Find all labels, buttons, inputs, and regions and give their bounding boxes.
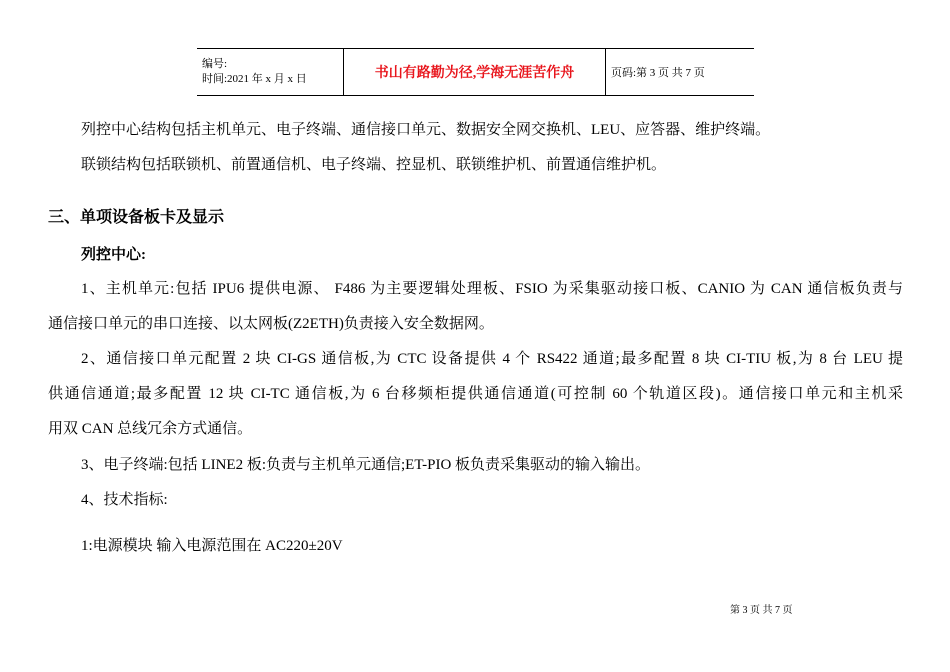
- item1-line1: 1、主机单元:包括 IPU6 提供电源、 F486 为主要逻辑处理板、FSIO 为采集驱动接口板、CANIO 为 CAN 通信板负责与: [81, 281, 903, 297]
- page-header: [197, 48, 754, 96]
- header-meta: [197, 49, 344, 96]
- item2-line2: 供通信通道;最多配置 12 块 CI-TC 通信板,为 6 台移频柜提供通信通道(可控制 60 个轨道区段)。通信接口单元和主机采: [48, 386, 903, 402]
- header-page-number: 页码:第 3 页 共 7 页: [611, 67, 705, 79]
- item3: 3、电子终端:包括 LINE2 板:负责与主机单元通信;ET-PIO 板负责采集驱动的输入输出。: [81, 457, 651, 473]
- spec-power-module: 1:电源模块 输入电源范围在 AC220±20V: [81, 538, 343, 554]
- section-heading: 三、单项设备板卡及显示: [48, 209, 225, 226]
- document-date: 时间:2021 年 x 月 x 日: [202, 73, 307, 85]
- document-number-label: 编号:: [202, 58, 228, 70]
- paragraph-train-control-structure: 列控中心结构包括主机单元、电子终端、通信接口单元、数据安全网交换机、LEU、应答器、维护终端。: [81, 122, 771, 138]
- page-footer: 第 3 页 共 7 页: [730, 605, 793, 616]
- item4: 4、技术指标:: [81, 492, 168, 508]
- item1-line2: 通信接口单元的串口连接、以太网板(Z2ETH)负责接入安全数据网。: [48, 316, 494, 332]
- header-motto: 书山有路勤为径,学海无涯苦作舟: [344, 49, 606, 96]
- item2-line1: 2、通信接口单元配置 2 块 CI-GS 通信板,为 CTC 设备提供 4 个 RS422 通道;最多配置 8 块 CI-TIU 板,为 8 台 LEU 提: [81, 351, 903, 367]
- subsection-heading: 列控中心:: [81, 247, 146, 263]
- item2-line3: 用双 CAN 总线冗余方式通信。: [48, 421, 253, 437]
- paragraph-interlocking-structure: 联锁结构包括联锁机、前置通信机、电子终端、控显机、联锁维护机、前置通信维护机。: [81, 157, 667, 173]
